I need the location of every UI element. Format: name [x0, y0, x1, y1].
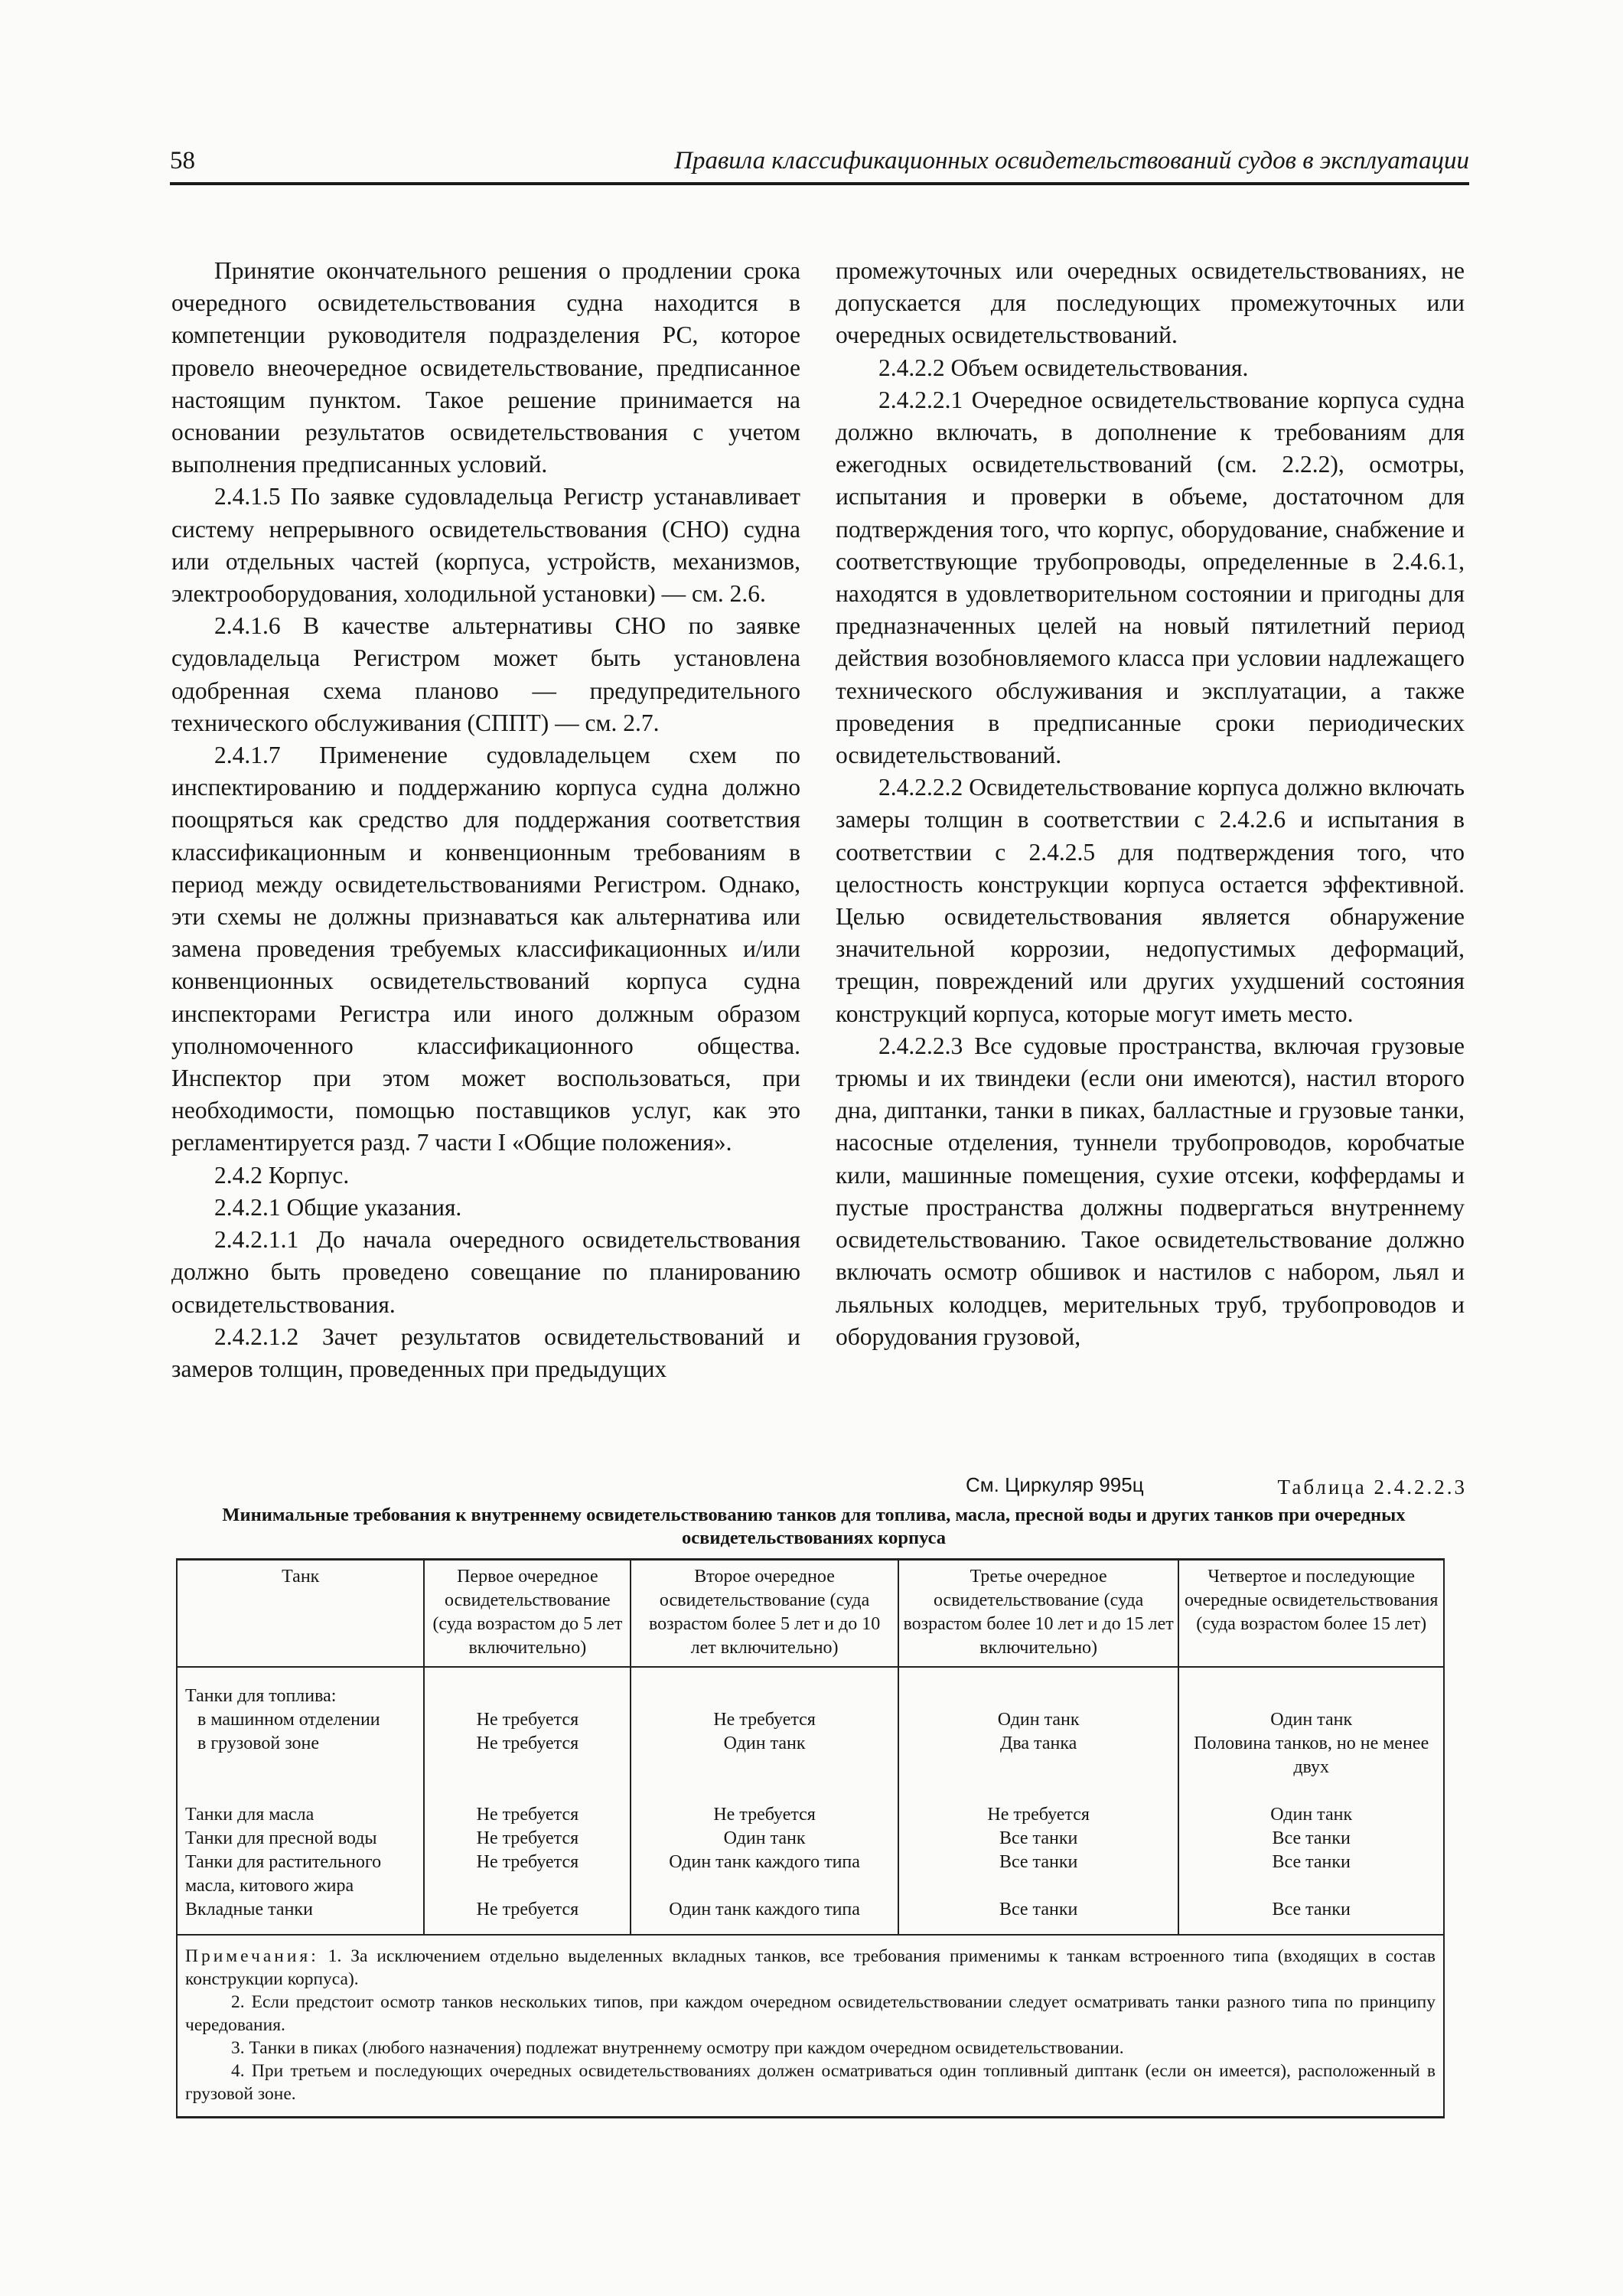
- table-cell: Один танк: [898, 1708, 1179, 1732]
- tank-cell: Вкладные танки: [177, 1898, 424, 1935]
- note-text: 1. За исключением отдельно выделенных вкладных танков, все требования применимы к танкам встроенного типа (входящих в состав конструкции корпуса).: [185, 1946, 1436, 1989]
- table-cell: Один танк: [631, 1732, 898, 1779]
- header-cell-second-survey: Второе очередное освидетельствование (суда возрастом более 5 лет и до 10 лет включительно): [631, 1560, 898, 1668]
- right-column: [836, 255, 1465, 1353]
- paragraph-2-4-1-5: 2.4.1.5 По заявке судовладельца Регистр устанавливает систему непрерывного освидетельствования (СНО) судна или отдельных частей (корпуса, устройств, механизмов, электрооборудования, холодильной установки) — см. 2.6.: [171, 483, 800, 608]
- table-cell: Все танки: [1178, 1827, 1444, 1851]
- left-column: [171, 255, 800, 1385]
- table-row: [177, 1827, 1444, 1851]
- table-cell: Не требуется: [424, 1851, 631, 1898]
- header-cell-tank: Танк: [177, 1560, 424, 1668]
- table-notes: [177, 1935, 1444, 2118]
- tank-cell: Танки для пресной воды: [177, 1827, 424, 1851]
- table-cell: Два танка: [898, 1732, 1179, 1779]
- table-cell: Все танки: [1178, 1851, 1444, 1898]
- section-heading-2-4-2-1: 2.4.2.1 Общие указания.: [214, 1193, 462, 1221]
- table-cell: [631, 1667, 898, 1708]
- table-cell: Все танки: [898, 1827, 1179, 1851]
- paragraph-2-4-2-1-1: 2.4.2.1.1 До начала очередного освидетельствования должно быть проведено совещание по планированию освидетельствования.: [171, 1226, 800, 1318]
- note-2: 2. Если предстоит осмотр танков нескольких типов, при каждом очередном освидетельствовании следует осматривать танки разного типа по принципу чередования.: [185, 1992, 1436, 2035]
- paragraph-2-4-2-1-2: 2.4.2.1.2 Зачет результатов освидетельствований и замеров толщин, проведенных при предыдущих: [171, 1322, 800, 1382]
- table-cell: [898, 1667, 1179, 1708]
- table-cell: Все танки: [1178, 1898, 1444, 1935]
- paragraph-2-4-2-2-3: 2.4.2.2.3 Все судовые пространства, включая грузовые трюмы и их твиндеки (если они имеются), настил второго дна, диптанки, танки в пиках, балластные и грузовые танки, насосные отделения, туннели трубопроводов, коробчатые кили, машинные помещения, сухие отсеки, коффердамы и пустые пространства должны подвергаться внутреннему освидетельствованию. Такое освидетельствование должно включать осмотр обшивок и настилов с набором, льял и льяльных колодцев, мерительных труб, трубопроводов и оборудования грузовой,: [836, 1032, 1465, 1350]
- note-4: 4. При третьем и последующих очередных освидетельствованиях должен осматриваться один топливный диптанк (если он имеется), расположенный в грузовой зоне.: [185, 2061, 1436, 2104]
- table-cell: Один танк: [631, 1827, 898, 1851]
- requirements-table: [176, 1558, 1445, 2118]
- table-row: [177, 1851, 1444, 1898]
- table-row: [177, 1667, 1444, 1708]
- circular-reference: См. Циркуляр 995ц: [966, 1473, 1144, 1496]
- note-1: [185, 1945, 1436, 1991]
- table-cell: Не требуется: [424, 1779, 631, 1827]
- note-3: 3. Танки в пиках (любого назначения) подлежат внутреннему осмотру при каждом очередном освидетельствовании.: [231, 2038, 1124, 2058]
- table-cell: Один танк каждого типа: [631, 1851, 898, 1898]
- paragraph: Принятие окончательного решения о продлении срока очередного освидетельствования судна находится в компетенции руководителя подразделения РС, которое провело внеочередное освидетельствование, предписанное настоящим пунктом. Такое решение принимается на основании результатов освидетельствования с учетом выполнения предписанных условий.: [171, 257, 800, 478]
- header-cell-fourth-survey: Четвертое и последующие очередные освидетельствования (суда возрастом более 15 лет): [1178, 1560, 1444, 1668]
- table-row: [177, 1898, 1444, 1935]
- page-number: 58: [170, 147, 195, 174]
- paragraph-2-4-2-2-2: 2.4.2.2.2 Освидетельствование корпуса должно включать замеры толщин в соответствии с 2.4.2.6 и испытания в соответствии с 2.4.2.5 для подтверждения того, что целостность конструкции корпуса остается эффективной. Целью освидетельствования является обнаружение значительной коррозии, недопустимых деформаций, трещин, повреждений или других ухудшений состояния конструкций корпуса, которые могут иметь место.: [836, 774, 1465, 1027]
- paragraph-2-4-1-7: 2.4.1.7 Применение судовладельцем схем по инспектированию и поддержанию корпуса судна должно поощряться как средство для поддержания соответствия классификационным и конвенционным требованиям в период между освидетельствованиями Регистром. Однако, эти схемы не должны признаваться как альтернатива или замена проведения требуемых классификационных и/или конвенционных освидетельствований корпуса судна инспекторами Регистра или иного должным образом уполномоченного классификационного общества. Инспектор при этом может воспользоваться, при необходимости, помощью поставщиков услуг, как это регламентируется разд. 7 части I «Общие положения».: [171, 742, 800, 1156]
- tank-cell: Танки для масла: [177, 1779, 424, 1827]
- table-cell: Один танк: [1178, 1708, 1444, 1732]
- tank-cell: в грузовой зоне: [177, 1732, 424, 1779]
- paragraph-continuation: промежуточных или очередных освидетельствованиях, не допускается для последующих промежуточных или очередных освидетельствований.: [836, 257, 1465, 349]
- table-cell: Не требуется: [898, 1779, 1179, 1827]
- tank-cell: в машинном отделении: [177, 1708, 424, 1732]
- table-cell: Не требуется: [631, 1708, 898, 1732]
- table-cell: Один танк каждого типа: [631, 1898, 898, 1935]
- table-row: [177, 1708, 1444, 1732]
- table-cell: Все танки: [898, 1898, 1179, 1935]
- running-title: Правила классификационных освидетельствований судов в эксплуатации: [674, 147, 1469, 174]
- table-cell: Не требуется: [424, 1827, 631, 1851]
- section-heading-2-4-2: 2.4.2 Корпус.: [214, 1161, 350, 1189]
- table-cell: Не требуется: [424, 1898, 631, 1935]
- paragraph-2-4-2-2-1: 2.4.2.2.1 Очередное освидетельствование корпуса судна должно включать, в дополнение к требованиям для ежегодных освидетельствований (см. 2.2.2), осмотры, испытания и проверки в объеме, достаточном для подтверждения того, что корпус, оборудование, снабжение и соответствующие трубопроводы, определенные в 2.4.6.1, находятся в удовлетворительном состоянии и пригодны для предназначенных целей на новый пятилетний период действия возобновляемого класса при условии надлежащего технического обслуживания и эксплуатации, а также проведения в предписанные сроки периодических освидетельствований.: [836, 386, 1465, 769]
- page-header: [170, 147, 1469, 185]
- table-cell: Не требуется: [424, 1708, 631, 1732]
- table-number: Таблица 2.4.2.2.3: [1277, 1476, 1467, 1499]
- header-cell-third-survey: Третье очередное освидетельствование (суда возрастом более 10 лет и до 15 лет включительно): [898, 1560, 1179, 1668]
- section-heading-2-4-2-2: 2.4.2.2 Объем освидетельствования.: [878, 354, 1249, 381]
- tank-cell: Танки для топлива:: [177, 1667, 424, 1708]
- tank-cell: Танки для растительного масла, китового жира: [177, 1851, 424, 1898]
- table-row: [177, 1732, 1444, 1779]
- table-cell: Все танки: [898, 1851, 1179, 1898]
- table-cell: Не требуется: [631, 1779, 898, 1827]
- paragraph-2-4-1-6: 2.4.1.6 В качестве альтернативы СНО по заявке судовладельца Регистром может быть установлена одобренная схема планово — предупредительного технического обслуживания (СППТ) — см. 2.7.: [171, 612, 800, 736]
- header-cell-first-survey: Первое очередное освидетельствование (суда возрастом до 5 лет включительно): [424, 1560, 631, 1668]
- table-cell: [424, 1667, 631, 1708]
- table-cell: Половина танков, но не менее двух: [1178, 1732, 1444, 1779]
- notes-row: [177, 1935, 1444, 2118]
- table-cell: [1178, 1667, 1444, 1708]
- table-header-row: [177, 1560, 1444, 1668]
- table-cell: Не требуется: [424, 1732, 631, 1779]
- table-title: Минимальные требования к внутреннему освидетельствованию танков для топлива, масла, пресной воды и других танков при очередных освидетельствованиях корпуса: [222, 1505, 1406, 1548]
- table-cell: Один танк: [1178, 1779, 1444, 1827]
- table-row: [177, 1779, 1444, 1827]
- notes-label: Примечания:: [185, 1946, 319, 1966]
